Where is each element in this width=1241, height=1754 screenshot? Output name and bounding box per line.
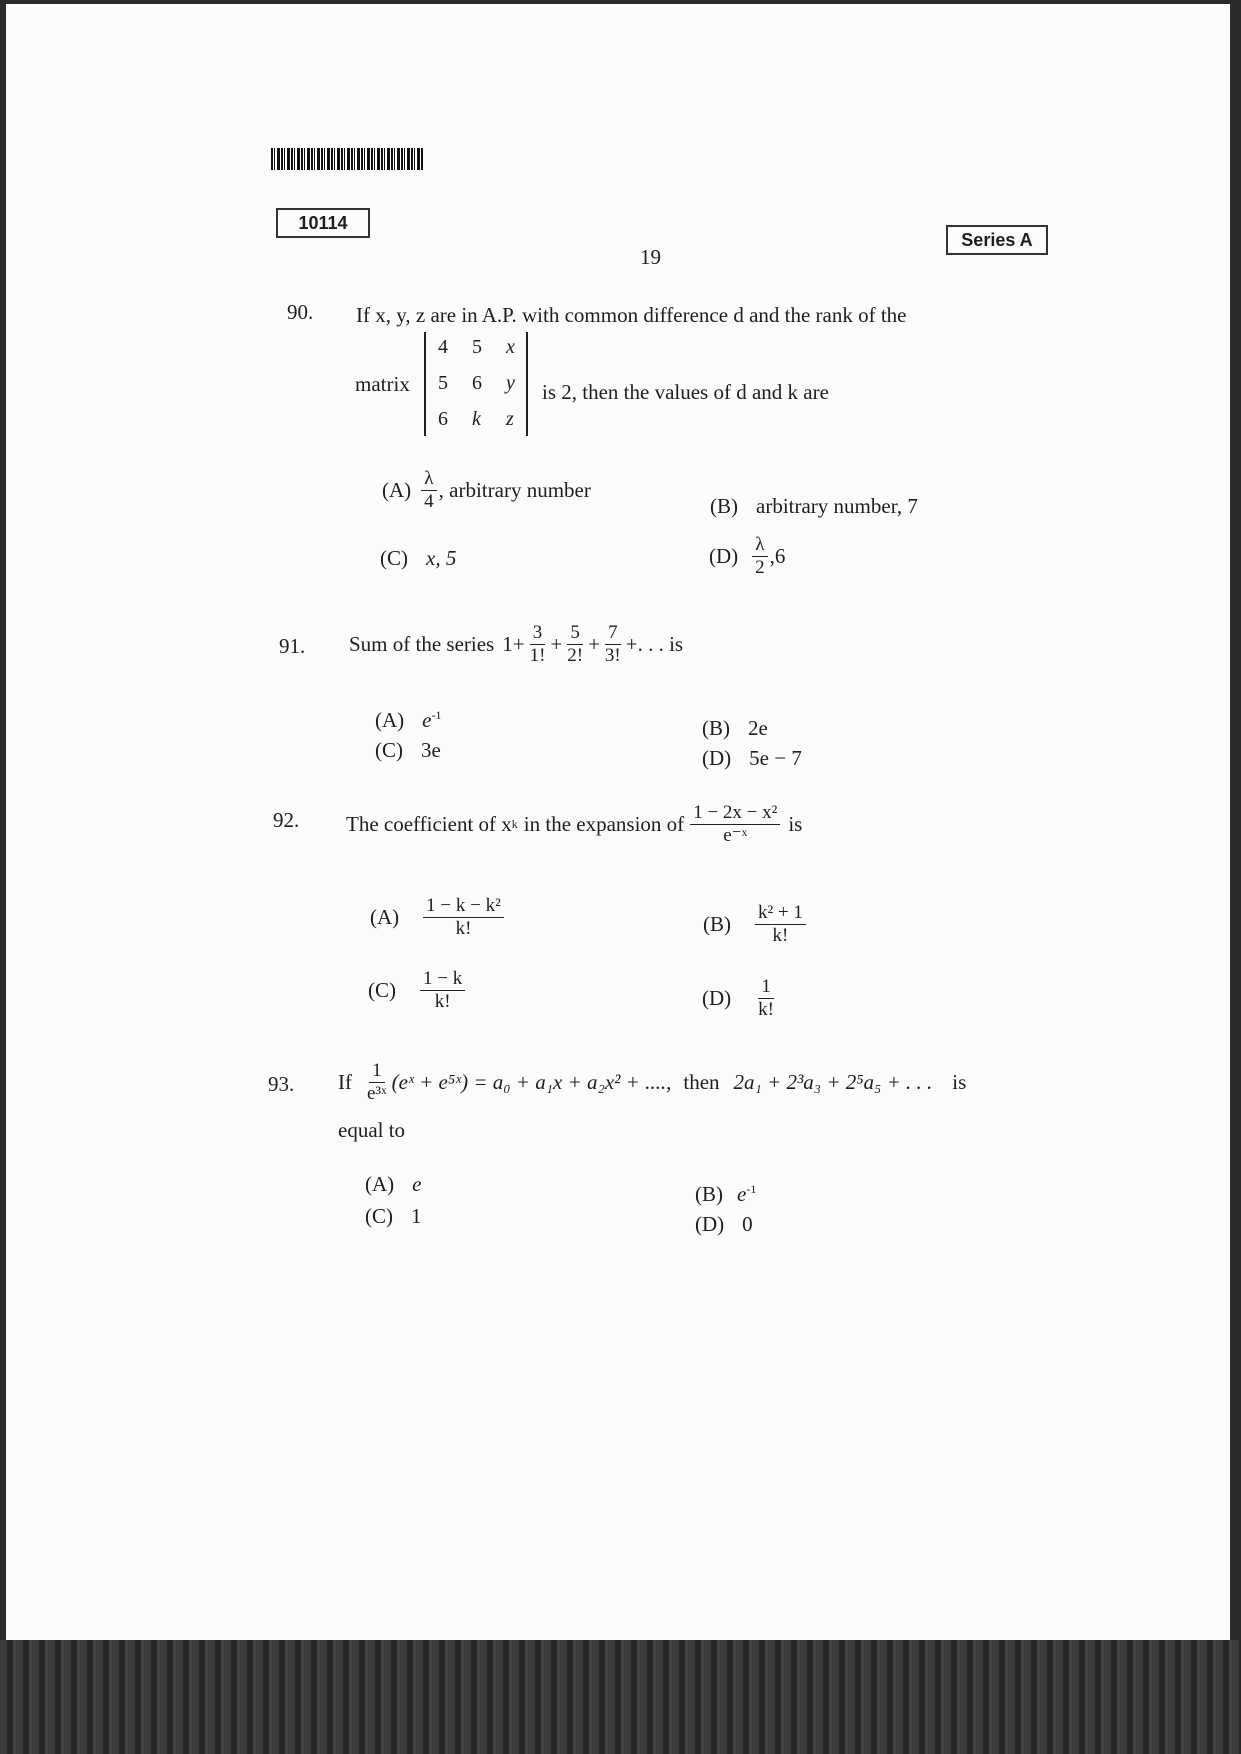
option-label: (B): [710, 494, 738, 518]
denominator: k!: [772, 924, 789, 946]
question-expression: (eˣ + e⁵ˣ) = a₀ + a₁x + a₂x² + ....,: [391, 1069, 672, 1094]
option-b: [695, 1182, 756, 1207]
option-c: [380, 546, 456, 571]
denominator: e⁻ˣ: [723, 824, 748, 846]
question-number: 93.: [268, 1072, 295, 1096]
question-number: 91.: [279, 634, 306, 658]
question-stem-2: in the expansion of: [523, 811, 685, 836]
option-text: , arbitrary number: [438, 477, 591, 502]
numerator: 3: [530, 622, 546, 645]
option-text: arbitrary number, 7: [756, 494, 918, 518]
option-label: (C): [375, 738, 403, 762]
matrix-cell: 5: [438, 372, 448, 394]
option-text: e: [412, 1172, 422, 1196]
fraction: [423, 895, 504, 940]
question-text: is 2, then the values of d and k are: [542, 380, 829, 404]
matrix: [424, 332, 528, 436]
option-sup: -1: [431, 708, 442, 722]
option-text: e: [737, 1182, 747, 1206]
numerator: λ: [421, 468, 436, 491]
numerator: k² + 1: [755, 902, 806, 925]
option-label: (C): [380, 546, 408, 570]
option-label: (A): [382, 477, 412, 502]
fraction: [564, 622, 586, 667]
option-text: e: [422, 708, 432, 732]
question-stem: The coefficient of x: [346, 811, 512, 836]
option-text: 5e − 7: [749, 746, 802, 770]
denominator: 2: [755, 556, 765, 578]
numerator: 1: [369, 1060, 385, 1083]
numerator: 1 − 2x − x²: [690, 802, 780, 825]
option-label: (D): [695, 1212, 725, 1236]
matrix-cell: y: [506, 372, 515, 394]
numerator: 1 − k − k²: [423, 895, 504, 918]
option-label: (C): [365, 1204, 393, 1228]
numerator: 5: [567, 622, 583, 645]
option-label: (B): [702, 716, 730, 740]
denominator: 1!: [529, 644, 546, 666]
fraction: [364, 1060, 390, 1105]
option-c: [368, 968, 467, 1013]
series-label: Series A: [946, 225, 1048, 255]
option-label: (B): [695, 1182, 723, 1206]
page-number: 19: [640, 245, 661, 269]
numerator: λ: [752, 534, 767, 557]
denominator: e³ˣ: [367, 1082, 387, 1104]
option-label: (A): [365, 1172, 395, 1196]
option-label: (D): [702, 985, 732, 1010]
option-a: [375, 708, 441, 733]
barcode: [271, 148, 423, 170]
option-c: [365, 1204, 422, 1229]
denominator: k!: [758, 998, 774, 1020]
matrix-cell: x: [506, 336, 515, 358]
denominator: 2!: [567, 644, 584, 666]
option-d: [702, 746, 802, 771]
matrix-cell: z: [506, 408, 514, 430]
option-c: [375, 738, 441, 763]
question-is: is: [952, 1069, 967, 1094]
option-a: [370, 895, 506, 940]
paper-code: 10114: [276, 208, 370, 238]
question-text: If x, y, z are in A.P. with common difference d and the rank of the: [356, 303, 907, 327]
numerator: 1: [758, 976, 774, 999]
fraction: [752, 534, 768, 579]
option-d: [709, 534, 785, 579]
fraction: [755, 902, 806, 947]
option-label: (D): [702, 746, 732, 770]
question-sum: 2a₁ + 2³a₃ + 2⁵a₅ + . . .: [733, 1069, 933, 1094]
option-text: ,6: [769, 543, 786, 568]
fraction: [420, 968, 465, 1013]
question-text: Sum of the series 1+ $\frac{3}{1!}$ + $\frac{5}{2!}$ + $\frac{7}{3!}$ +. . . is: [349, 622, 684, 666]
fraction: [421, 468, 437, 513]
numerator: 7: [605, 622, 621, 645]
option-text: 0: [742, 1212, 753, 1236]
denominator: k!: [434, 990, 451, 1012]
option-d: [702, 976, 779, 1021]
option-text: x, 5: [426, 546, 457, 570]
matrix-label: matrix: [355, 372, 410, 396]
question-if: If: [338, 1069, 352, 1094]
series-tail: +. . . is: [625, 631, 684, 656]
numerator: 1 − k: [420, 968, 465, 991]
question-stem: Sum of the series: [349, 631, 495, 656]
fraction: [690, 802, 780, 847]
option-label: (A): [370, 904, 400, 929]
matrix-cell: 6: [438, 408, 448, 430]
option-d: [695, 1212, 753, 1237]
question-text: equal to: [338, 1118, 406, 1142]
question-tail: is: [788, 811, 803, 836]
option-text: 3e: [421, 738, 441, 762]
option-text: 1: [411, 1204, 422, 1228]
option-label: (C): [368, 977, 396, 1002]
matrix-cell: 6: [472, 372, 482, 394]
matrix-cell: 5: [472, 336, 482, 358]
option-b: [702, 716, 768, 741]
question-number: 92.: [273, 808, 300, 832]
option-label: (A): [375, 708, 405, 732]
denominator: 3!: [604, 644, 621, 666]
fraction: [602, 622, 624, 667]
question-text: [338, 1060, 966, 1105]
question-number: 90.: [287, 300, 314, 324]
option-a: [382, 468, 591, 513]
option-b: [703, 902, 808, 947]
option-text: 2e: [748, 716, 768, 740]
question-text: [346, 802, 802, 847]
matrix-cell: 4: [438, 336, 448, 358]
question-then: then: [683, 1069, 720, 1094]
scan-margin: [0, 1640, 1241, 1754]
denominator: k!: [455, 917, 472, 939]
option-b: [710, 494, 918, 519]
option-sup: -1: [746, 1182, 757, 1196]
fraction: [527, 622, 549, 667]
stem-sup: k: [511, 816, 518, 831]
option-label: (D): [709, 543, 739, 568]
fraction: [755, 976, 777, 1021]
option-label: (B): [703, 911, 731, 936]
denominator: 4: [424, 490, 434, 512]
option-a: [365, 1172, 421, 1197]
matrix-cell: k: [472, 408, 481, 430]
series-start: 1+: [502, 631, 525, 656]
